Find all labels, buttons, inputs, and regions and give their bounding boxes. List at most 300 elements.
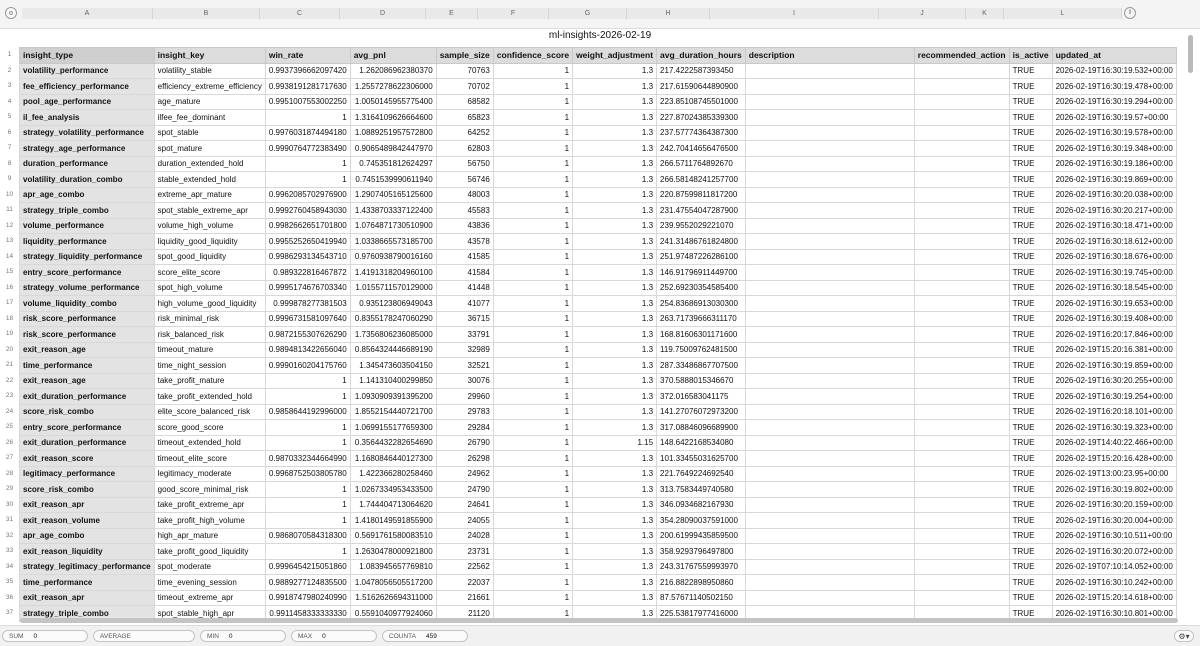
table-cell[interactable]: good_score_minimal_risk [154,482,265,498]
table-cell[interactable]: 43836 [436,218,493,234]
table-cell[interactable]: TRUE [1009,404,1052,420]
table-cell[interactable]: time_performance [20,575,155,591]
table-cell[interactable] [914,156,1009,172]
table-cell[interactable]: TRUE [1009,544,1052,560]
table-cell[interactable]: 0.9872155307626290 [265,327,350,343]
table-cell[interactable]: spot_mature [154,141,265,157]
table-cell[interactable] [914,559,1009,575]
table-cell[interactable]: 1 [493,125,572,141]
table-cell[interactable]: 2026-02-19T16:30:10.511+00:00 [1052,528,1176,544]
row-number[interactable]: 19 [5,330,14,337]
header-cell[interactable]: avg_duration_hours [657,48,746,64]
table-cell[interactable]: 2026-02-19T16:30:20.217+00:00 [1052,203,1176,219]
table-cell[interactable]: 1.0267334953433500 [350,482,436,498]
table-cell[interactable]: 252.69230354585400 [657,280,746,296]
table-cell[interactable]: 241.31486761824800 [657,234,746,250]
table-cell[interactable]: TRUE [1009,497,1052,513]
table-cell[interactable]: TRUE [1009,435,1052,451]
table-cell[interactable]: high_volume_good_liquidity [154,296,265,312]
table-cell[interactable]: 1.3 [573,311,657,327]
table-cell[interactable]: 2026-02-19T16:30:19.254+00:00 [1052,389,1176,405]
table-cell[interactable]: 1 [493,513,572,529]
row-number[interactable]: 1 [7,51,12,58]
table-cell[interactable] [745,497,914,513]
table-cell[interactable]: 2026-02-19T07:10:14.052+00:00 [1052,559,1176,575]
column-letter-h[interactable]: H [627,8,710,19]
table-cell[interactable]: 21661 [436,590,493,606]
table-cell[interactable] [745,590,914,606]
row-number[interactable]: 24 [5,407,14,415]
table-cell[interactable]: 1.3 [573,187,657,203]
table-cell[interactable]: volatility_duration_combo [20,172,155,188]
table-cell[interactable]: score_elite_score [154,265,265,281]
table-cell[interactable] [745,327,914,343]
row-number[interactable]: 2 [7,66,12,74]
table-cell[interactable]: 0.9982662651701800 [265,218,350,234]
row-number[interactable]: 16 [5,283,14,291]
table-cell[interactable] [914,311,1009,327]
table-cell[interactable]: apr_age_combo [20,528,155,544]
table-cell[interactable]: 1.3 [573,544,657,560]
horizontal-scroll-thumb[interactable] [20,618,1178,623]
row-number[interactable]: 35 [5,578,14,585]
column-letter-d[interactable]: D [340,8,426,19]
table-cell[interactable]: 1 [493,435,572,451]
table-cell[interactable] [745,528,914,544]
table-cell[interactable] [745,404,914,420]
table-cell[interactable]: 1 [493,141,572,157]
table-cell[interactable]: 1.3 [573,265,657,281]
table-cell[interactable]: 1.3 [573,466,657,482]
table-cell[interactable]: stable_extended_hold [154,172,265,188]
table-cell[interactable]: 1.3 [573,389,657,405]
table-cell[interactable]: 317.08846096689900 [657,420,746,436]
average-stat[interactable] [93,630,195,642]
table-cell[interactable]: 2026-02-19T16:30:20.159+00:00 [1052,497,1176,513]
table-cell[interactable]: 41584 [436,265,493,281]
row-number[interactable]: 7 [7,144,12,151]
table-cell[interactable]: 1.0338665573185700 [350,234,436,250]
table-cell[interactable]: 2026-02-19T16:30:19.408+00:00 [1052,311,1176,327]
table-cell[interactable]: 1.3 [573,528,657,544]
table-cell[interactable]: duration_extended_hold [154,156,265,172]
table-cell[interactable]: take_profit_extended_hold [154,389,265,405]
table-cell[interactable] [914,497,1009,513]
table-cell[interactable]: take_profit_good_liquidity [154,544,265,560]
table-cell[interactable]: 1 [265,482,350,498]
table-cell[interactable]: TRUE [1009,327,1052,343]
table-cell[interactable]: 62803 [436,141,493,157]
table-cell[interactable]: 41585 [436,249,493,265]
table-cell[interactable]: 1.0050145955775400 [350,94,436,110]
table-cell[interactable]: 1 [493,79,572,95]
table-cell[interactable]: 1 [493,544,572,560]
table-cell[interactable] [745,172,914,188]
row-number[interactable]: 21 [5,361,14,368]
table-cell[interactable]: 1 [493,358,572,374]
table-cell[interactable]: TRUE [1009,482,1052,498]
row-number[interactable]: 17 [5,299,14,306]
table-cell[interactable] [914,79,1009,95]
table-cell[interactable]: 0.8564324446689190 [350,342,436,358]
table-cell[interactable]: 0.9868070584318300 [265,528,350,544]
table-cell[interactable]: 2026-02-19T15:20:14.618+00:00 [1052,590,1176,606]
table-cell[interactable]: liquidity_good_liquidity [154,234,265,250]
table-cell[interactable]: strategy_triple_combo [20,606,155,622]
table-cell[interactable]: strategy_volume_performance [20,280,155,296]
table-cell[interactable] [745,125,914,141]
table-cell[interactable] [745,280,914,296]
table-cell[interactable] [745,79,914,95]
table-cell[interactable]: 0.9870332344664990 [265,451,350,467]
table-cell[interactable]: 26298 [436,451,493,467]
table-cell[interactable]: exit_reason_score [20,451,155,467]
vertical-scrollbar[interactable] [1186,30,1195,610]
row-number[interactable]: 6 [7,128,12,136]
table-cell[interactable]: 2026-02-19T16:30:19.578+00:00 [1052,125,1176,141]
table-cell[interactable]: 26790 [436,435,493,451]
gear-icon[interactable]: ⚙▾ [1174,630,1194,642]
table-cell[interactable]: legitimacy_moderate [154,466,265,482]
table-cell[interactable]: volume_liquidity_combo [20,296,155,312]
row-number[interactable]: 28 [5,469,14,477]
row-number[interactable]: 11 [6,206,13,213]
table-cell[interactable]: 2026-02-19T16:20:17.846+00:00 [1052,327,1176,343]
table-cell[interactable]: exit_reason_volume [20,513,155,529]
table-cell[interactable]: 48003 [436,187,493,203]
header-cell[interactable]: insight_key [154,48,265,64]
table-cell[interactable]: 0.3564432282654690 [350,435,436,451]
table-cell[interactable]: 1.3 [573,606,657,622]
table-cell[interactable]: timeout_extreme_apr [154,590,265,606]
table-cell[interactable]: 2026-02-19T16:30:19.294+00:00 [1052,94,1176,110]
table-cell[interactable]: 0.7451539990611940 [350,172,436,188]
table-cell[interactable]: 287.33486867707500 [657,358,746,374]
table-cell[interactable]: 354.28090037591000 [657,513,746,529]
table-cell[interactable]: 1 [493,451,572,467]
table-cell[interactable]: exit_reason_age [20,373,155,389]
table-cell[interactable]: TRUE [1009,451,1052,467]
table-cell[interactable]: 2026-02-19T16:30:18.545+00:00 [1052,280,1176,296]
table-cell[interactable]: TRUE [1009,141,1052,157]
row-number[interactable]: 34 [5,562,14,570]
table-cell[interactable]: 1.3 [573,63,657,79]
table-cell[interactable]: score_risk_combo [20,482,155,498]
table-cell[interactable] [745,358,914,374]
table-cell[interactable]: 0.5691761580083510 [350,528,436,544]
row-number[interactable]: 4 [7,97,12,105]
table-cell[interactable]: 45583 [436,203,493,219]
table-cell[interactable]: time_performance [20,358,155,374]
table-cell[interactable]: 1 [265,156,350,172]
table-cell[interactable] [745,559,914,575]
table-cell[interactable]: score_risk_combo [20,404,155,420]
table-cell[interactable]: TRUE [1009,203,1052,219]
row-number[interactable]: 31 [5,516,14,523]
table-cell[interactable]: 1 [493,187,572,203]
table-cell[interactable]: 0.9938191281717630 [265,79,350,95]
column-letter-e[interactable]: E [426,8,478,19]
table-cell[interactable] [745,218,914,234]
table-cell[interactable]: age_mature [154,94,265,110]
table-cell[interactable]: pool_age_performance [20,94,155,110]
table-cell[interactable]: 239.9552029221070 [657,218,746,234]
row-number[interactable]: 33 [5,547,14,554]
table-cell[interactable]: 1.3 [573,296,657,312]
table-cell[interactable]: TRUE [1009,187,1052,203]
table-cell[interactable]: 1 [265,389,350,405]
table-cell[interactable]: TRUE [1009,342,1052,358]
table-cell[interactable]: 2026-02-19T16:30:20.038+00:00 [1052,187,1176,203]
table-cell[interactable]: 0.9858644192996000 [265,404,350,420]
table-cell[interactable] [914,172,1009,188]
table-cell[interactable] [914,590,1009,606]
table-cell[interactable]: 223.85108745501000 [657,94,746,110]
table-cell[interactable]: 141.27076072973200 [657,404,746,420]
row-number[interactable]: 8 [7,159,12,167]
row-number[interactable]: 22 [5,376,14,384]
table-cell[interactable]: 32521 [436,358,493,374]
table-cell[interactable]: 1.0478056505517200 [350,575,436,591]
table-cell[interactable]: 2026-02-19T16:30:18.471+00:00 [1052,218,1176,234]
table-cell[interactable] [914,389,1009,405]
table-cell[interactable]: 1 [493,559,572,575]
table-cell[interactable]: 1 [493,575,572,591]
table-cell[interactable]: 1.3 [573,358,657,374]
table-cell[interactable]: 101.33455031625700 [657,451,746,467]
table-cell[interactable] [745,203,914,219]
table-cell[interactable]: elite_score_balanced_risk [154,404,265,420]
table-cell[interactable]: 1 [493,497,572,513]
table-cell[interactable] [914,141,1009,157]
table-cell[interactable]: 2026-02-19T16:30:18.612+00:00 [1052,234,1176,250]
table-cell[interactable]: 0.9992760458943030 [265,203,350,219]
table-cell[interactable] [914,420,1009,436]
table-cell[interactable]: 24641 [436,497,493,513]
table-cell[interactable]: fee_efficiency_performance [20,79,155,95]
table-cell[interactable]: 1.5162626694311000 [350,590,436,606]
row-number[interactable]: 9 [7,175,12,182]
header-cell[interactable]: recommended_action [914,48,1009,64]
table-cell[interactable]: 220.87599811817200 [657,187,746,203]
table-cell[interactable] [914,280,1009,296]
table-cell[interactable] [914,63,1009,79]
table-cell[interactable]: 119.75009762481500 [657,342,746,358]
table-cell[interactable]: spot_stable_high_apr [154,606,265,622]
table-cell[interactable]: 30076 [436,373,493,389]
freeze-toggle-button[interactable]: ‖ [1124,7,1136,19]
table-cell[interactable] [914,234,1009,250]
row-number[interactable]: 23 [5,392,14,399]
table-cell[interactable]: 1 [493,234,572,250]
table-cell[interactable]: TRUE [1009,156,1052,172]
table-cell[interactable]: exit_reason_age [20,342,155,358]
table-cell[interactable]: 2026-02-19T16:30:19.348+00:00 [1052,141,1176,157]
row-number[interactable]: 3 [7,82,12,89]
table-cell[interactable]: 1 [265,497,350,513]
table-cell[interactable] [745,373,914,389]
table-cell[interactable]: 0.9976031874494180 [265,125,350,141]
table-cell[interactable]: 0.9968752503805780 [265,466,350,482]
table-cell[interactable] [914,575,1009,591]
table-cell[interactable]: 1.3 [573,110,657,126]
table-cell[interactable]: 1 [493,280,572,296]
table-cell[interactable]: 1 [493,373,572,389]
table-cell[interactable]: 200.61999435859500 [657,528,746,544]
table-cell[interactable]: 313.7583449740580 [657,482,746,498]
table-cell[interactable]: TRUE [1009,172,1052,188]
table-cell[interactable]: 0.989322816467872 [265,265,350,281]
table-cell[interactable]: 1.3 [573,125,657,141]
min-stat[interactable] [200,630,286,642]
table-cell[interactable]: 372.016583041175 [657,389,746,405]
table-cell[interactable]: legitimacy_performance [20,466,155,482]
row-number[interactable]: 25 [5,423,14,430]
row-number[interactable]: 13 [5,237,14,244]
row-number[interactable]: 30 [5,500,14,508]
table-cell[interactable]: 1.3 [573,420,657,436]
table-cell[interactable]: spot_high_volume [154,280,265,296]
table-cell[interactable]: 1.2630478000921800 [350,544,436,560]
table-cell[interactable]: TRUE [1009,110,1052,126]
table-cell[interactable]: 1.0764871730510900 [350,218,436,234]
table-cell[interactable]: 1.3 [573,342,657,358]
table-cell[interactable]: 2026-02-19T16:30:19.186+00:00 [1052,156,1176,172]
table-cell[interactable]: TRUE [1009,466,1052,482]
table-cell[interactable]: 2026-02-19T16:30:18.676+00:00 [1052,249,1176,265]
table-cell[interactable]: TRUE [1009,280,1052,296]
table-cell[interactable]: 251.97487226286100 [657,249,746,265]
table-cell[interactable] [745,249,914,265]
table-cell[interactable]: 1 [493,249,572,265]
table-cell[interactable] [745,451,914,467]
table-cell[interactable]: TRUE [1009,234,1052,250]
column-letter-k[interactable]: K [966,8,1004,19]
table-cell[interactable]: 1.3 [573,218,657,234]
header-cell[interactable]: description [745,48,914,64]
table-cell[interactable]: 1.3 [573,280,657,296]
table-cell[interactable]: 1.3 [573,156,657,172]
table-cell[interactable]: 1.0889251957572800 [350,125,436,141]
table-cell[interactable]: 1.3164109626664600 [350,110,436,126]
table-cell[interactable]: 1.141310400299850 [350,373,436,389]
table-cell[interactable]: 1.3 [573,79,657,95]
table-cell[interactable]: 22037 [436,575,493,591]
table-cell[interactable]: exit_reason_liquidity [20,544,155,560]
row-number[interactable]: 27 [5,454,14,461]
table-cell[interactable]: 1 [493,311,572,327]
column-letter-c[interactable]: C [260,8,340,19]
table-cell[interactable] [745,110,914,126]
table-cell[interactable]: 2026-02-19T16:30:20.004+00:00 [1052,513,1176,529]
table-cell[interactable]: 1.2557278622306000 [350,79,436,95]
table-cell[interactable]: strategy_volatility_performance [20,125,155,141]
select-all-button[interactable] [5,7,17,19]
table-cell[interactable]: apr_age_combo [20,187,155,203]
table-cell[interactable]: strategy_age_performance [20,141,155,157]
table-cell[interactable] [745,141,914,157]
table-cell[interactable]: TRUE [1009,513,1052,529]
table-cell[interactable]: 29960 [436,389,493,405]
table-cell[interactable]: 1 [493,528,572,544]
table-cell[interactable]: il_fee_analysis [20,110,155,126]
table-cell[interactable]: 1.3 [573,141,657,157]
table-cell[interactable] [914,342,1009,358]
table-cell[interactable]: 2026-02-19T16:30:19.859+00:00 [1052,358,1176,374]
table-cell[interactable] [745,156,914,172]
table-cell[interactable] [914,110,1009,126]
table-cell[interactable]: 0.9937396662097420 [265,63,350,79]
table-cell[interactable] [914,528,1009,544]
vertical-scroll-thumb[interactable] [1188,35,1193,73]
table-cell[interactable]: 2026-02-19T16:30:10.242+00:00 [1052,575,1176,591]
table-cell[interactable] [745,234,914,250]
table-cell[interactable]: 56746 [436,172,493,188]
table-cell[interactable]: 36715 [436,311,493,327]
table-cell[interactable] [745,389,914,405]
header-cell[interactable]: insight_type [20,48,155,64]
table-cell[interactable]: 2026-02-19T16:30:19.478+00:00 [1052,79,1176,95]
table-cell[interactable]: 1.2907405165125600 [350,187,436,203]
table-cell[interactable]: 1 [493,203,572,219]
table-cell[interactable]: 56750 [436,156,493,172]
table-cell[interactable]: 0.5591040977924060 [350,606,436,622]
table-cell[interactable]: TRUE [1009,559,1052,575]
table-cell[interactable]: 1.3 [573,234,657,250]
table-cell[interactable]: 1 [493,606,572,622]
table-cell[interactable]: 1.3 [573,327,657,343]
table-cell[interactable] [745,187,914,203]
table-cell[interactable] [745,311,914,327]
table-cell[interactable]: entry_score_performance [20,420,155,436]
column-letter-g[interactable]: G [549,8,627,19]
table-cell[interactable]: 1.744404713064620 [350,497,436,513]
table-cell[interactable]: 0.9962085702976900 [265,187,350,203]
table-cell[interactable]: 266.5711764892670 [657,156,746,172]
table-cell[interactable]: TRUE [1009,296,1052,312]
table-cell[interactable]: TRUE [1009,358,1052,374]
table-cell[interactable]: 64252 [436,125,493,141]
table-cell[interactable]: 2026-02-19T15:20:16.428+00:00 [1052,451,1176,467]
table-cell[interactable]: 1.345473603504150 [350,358,436,374]
table-cell[interactable]: exit_reason_apr [20,497,155,513]
table-cell[interactable] [914,218,1009,234]
max-stat[interactable] [291,630,377,642]
table-cell[interactable]: 1.3 [573,513,657,529]
table-cell[interactable]: 2026-02-19T16:30:19.57+00:00 [1052,110,1176,126]
table-cell[interactable]: volume_performance [20,218,155,234]
table-cell[interactable]: TRUE [1009,373,1052,389]
table-cell[interactable]: 346.0934682167930 [657,497,746,513]
table-cell[interactable]: 70763 [436,63,493,79]
table-cell[interactable]: 41077 [436,296,493,312]
table-cell[interactable]: 87.57671140502150 [657,590,746,606]
table-cell[interactable]: 254.83686913030300 [657,296,746,312]
table-cell[interactable]: 29284 [436,420,493,436]
table-cell[interactable]: 1 [493,63,572,79]
table-cell[interactable]: 1 [493,156,572,172]
table-cell[interactable]: exit_reason_apr [20,590,155,606]
table-cell[interactable]: volatility_performance [20,63,155,79]
table-cell[interactable]: 358.9293796497800 [657,544,746,560]
table-cell[interactable]: 0.9990764772383490 [265,141,350,157]
table-cell[interactable]: efficiency_extreme_efficiency [154,79,265,95]
table-cell[interactable]: 1.422366280258460 [350,466,436,482]
table-cell[interactable] [914,358,1009,374]
table-cell[interactable]: 1 [493,342,572,358]
table-cell[interactable]: take_profit_high_volume [154,513,265,529]
table-cell[interactable]: TRUE [1009,265,1052,281]
